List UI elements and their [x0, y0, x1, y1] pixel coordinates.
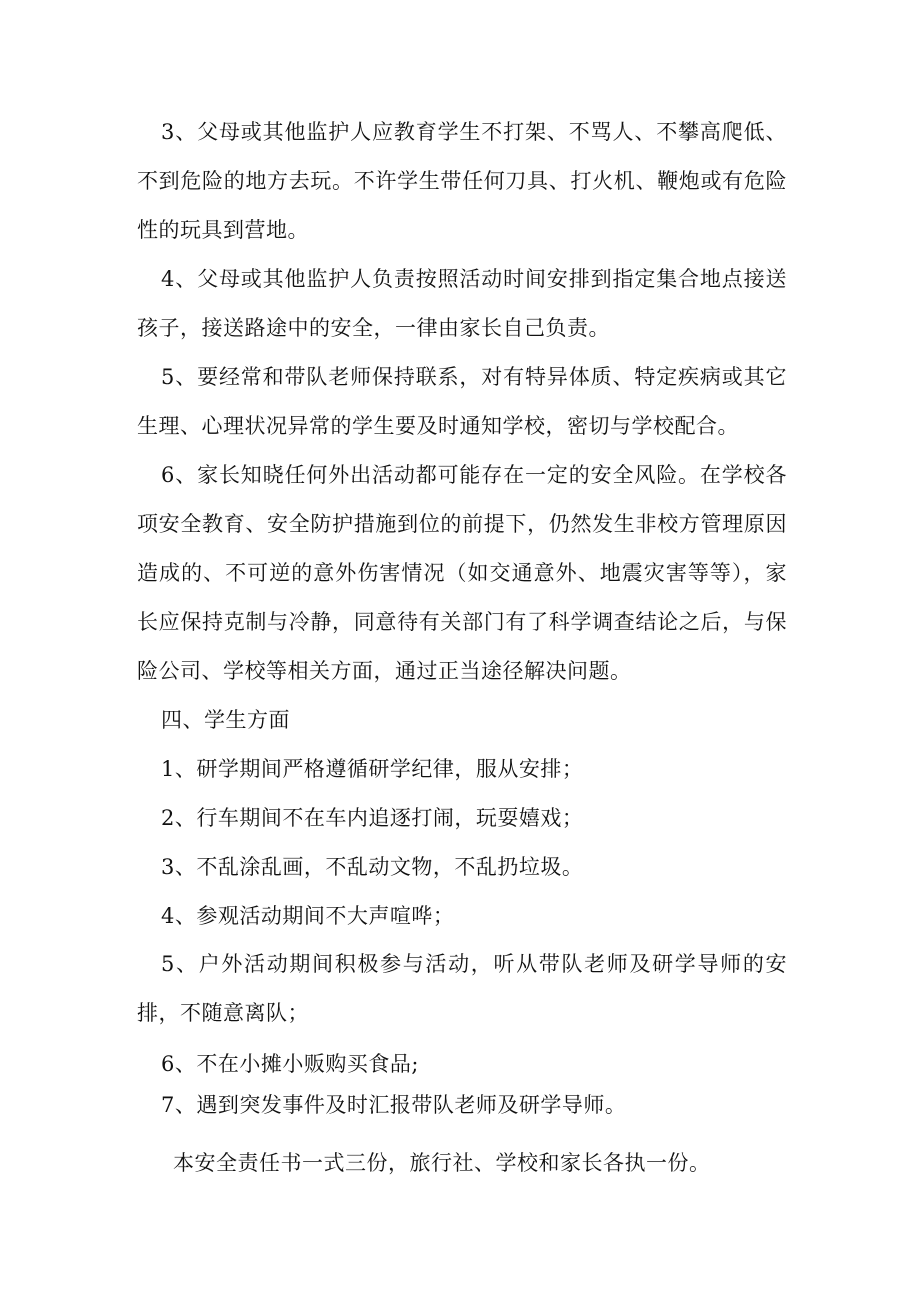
- student-item-3: 3、不乱涂乱画，不乱动文物，不乱扔垃圾。: [161, 855, 584, 879]
- student-item-6: 6、不在小摊小贩购买食品;: [161, 1052, 419, 1076]
- paragraph-6: 6、家长知晓任何外出活动都可能存在一定的安全风险。在学校各项安全教育、安全防护措施到位的前提下，仍然发生非校方管理原因造成的、不可逆的意外伤害情况（如交通意外、地震灾害等等），家长应保持克制与冷静，同意待有关部门有了科学调查结论之后，与保险公司、学校等相关方面，通过正当途径解决问题。: [137, 463, 787, 683]
- closing-statement: 本安全责任书一式三份，旅行社、学校和家长各执一份。: [173, 1151, 711, 1175]
- student-item-5: 5、户外活动期间积极参与活动，听从带队老师及研学导师的安排，不随意离队；: [137, 952, 787, 1025]
- student-item-7: 7、遇到突发事件及时汇报带队老师及研学导师。: [161, 1093, 627, 1117]
- student-item-4: 4、参观活动期间不大声喧哗；: [161, 904, 455, 928]
- student-item-1: 1、研学期间严格遵循研学纪律，服从安排；: [161, 757, 584, 781]
- paragraph-5: 5、要经常和带队老师保持联系，对有特异体质、特定疾病或其它生理、心理状况异常的学生要及时通知学校，密切与学校配合。: [137, 365, 787, 438]
- paragraph-4: 4、父母或其他监护人负责按照活动时间安排到指定集合地点接送孩子，接送路途中的安全，一律由家长自己负责。: [137, 267, 787, 340]
- student-item-2: 2、行车期间不在车内追逐打闹，玩耍嬉戏；: [161, 806, 584, 830]
- paragraph-3: 3、父母或其他监护人应教育学生不打架、不骂人、不攀高爬低、不到危险的地方去玩。不许学生带任何刀具、打火机、鞭炮或有危险性的玩具到营地。: [137, 120, 787, 242]
- section-heading: 四、学生方面: [161, 708, 290, 732]
